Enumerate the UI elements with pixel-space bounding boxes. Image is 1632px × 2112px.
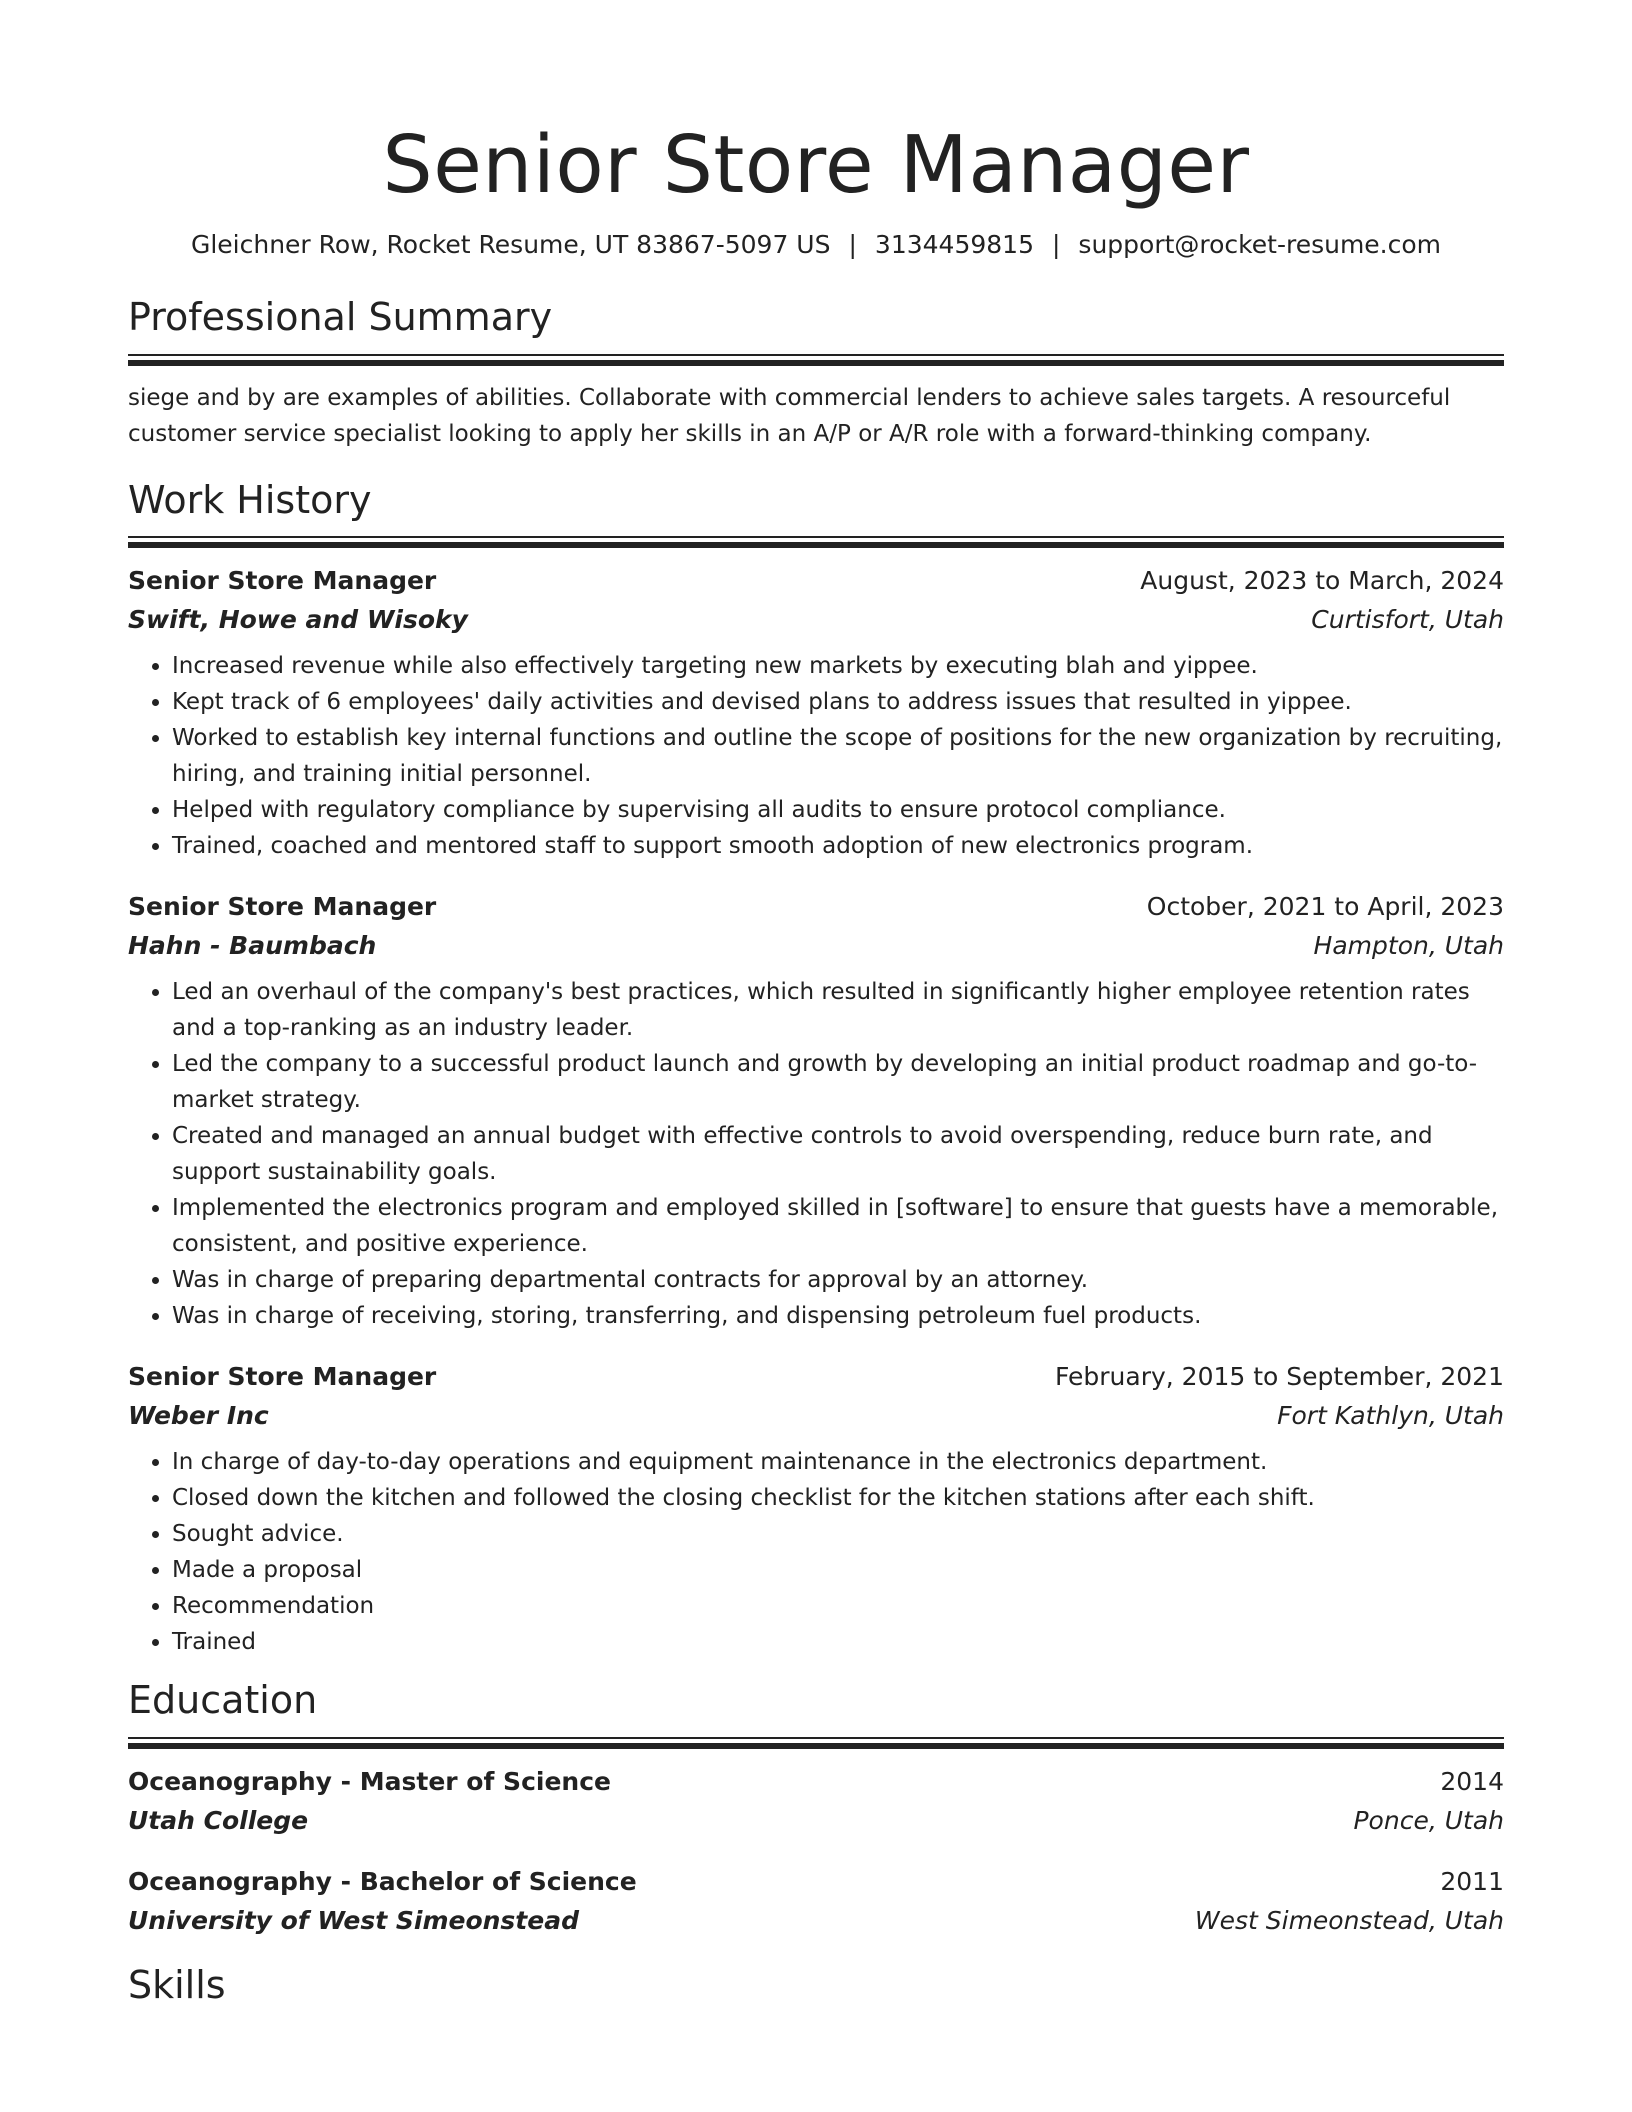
education-section: [128, 1678, 1504, 1941]
work-section: [128, 478, 1504, 1661]
education-entry: [128, 1763, 1504, 1841]
education-year: 2011: [1440, 1867, 1504, 1897]
job-location: Hampton, Utah: [1313, 931, 1504, 961]
job-location: Fort Kathlyn, Utah: [1277, 1401, 1504, 1431]
section-heading-skills: Skills: [128, 1963, 226, 2008]
education-entry: [128, 1863, 1504, 1941]
education-location: Ponce, Utah: [1353, 1806, 1504, 1836]
job-bullet: • Was in charge of preparing departmental contracts for approval by an attorney.: [172, 1262, 1504, 1298]
job-bullets: [128, 648, 1504, 864]
contact-separator: |: [1051, 229, 1061, 259]
job-location: Curtisfort, Utah: [1311, 605, 1504, 635]
job-bullets: [128, 1444, 1504, 1660]
job-title: Senior Store Manager: [128, 892, 437, 922]
job-bullet: • Worked to establish key internal functions and outline the scope of positions for the new organization by recruiting, hiring, and training initial personnel.: [172, 720, 1504, 792]
section-heading-work: Work History: [128, 477, 372, 522]
job-bullet: • In charge of day-to-day operations and equipment maintenance in the electronics department.: [172, 1444, 1504, 1480]
job-bullet: • Trained, coached and mentored staff to support smooth adoption of new electronics program.: [172, 828, 1504, 864]
job-entry: [128, 1358, 1504, 1660]
job-dates: February, 2015 to September, 2021: [1055, 1362, 1504, 1392]
job-bullet: • Closed down the kitchen and followed the closing checklist for the kitchen stations after each shift.: [172, 1480, 1504, 1516]
contact-separator: |: [848, 229, 857, 259]
job-company: Weber Inc: [128, 1401, 269, 1431]
section-heading-summary: Professional Summary: [128, 295, 553, 340]
summary-text: siege and by are examples of abilities. Collaborate with commercial lenders to achieve sales targets. A resourceful customer service specialist looking to apply her skills in an A/P or A/R role with a forward-thinking company.: [128, 384, 1451, 447]
job-bullet: • Recommendation: [172, 1588, 1504, 1624]
job-dates: October, 2021 to April, 2023: [1146, 892, 1504, 922]
job-bullet: • Increased revenue while also effectively targeting new markets by executing blah and yippee.: [172, 648, 1504, 684]
job-bullet: • Kept track of 6 employees' daily activities and devised plans to address issues that resulted in yippee.: [172, 684, 1504, 720]
job-bullet: • Made a proposal: [172, 1552, 1504, 1588]
education-degree: Oceanography - Bachelor of Science: [128, 1867, 637, 1897]
education-location: West Simeonstead, Utah: [1194, 1906, 1504, 1936]
job-bullet: • Implemented the electronics program and employed skilled in [software] to ensure that guests have a memorable, consistent, and positive experience.: [172, 1190, 1504, 1262]
job-company: Swift, Howe and Wisoky: [128, 605, 468, 635]
education-year: 2014: [1440, 1767, 1504, 1797]
job-bullet: • Led an overhaul of the company's best practices, which resulted in significantly higher employee retention rates and a top-ranking as an industry leader.: [172, 974, 1504, 1046]
job-bullet: • Created and managed an annual budget with effective controls to avoid overspending, reduce burn rate, and support sustainability goals.: [172, 1118, 1504, 1190]
contact-phone: 3134459815: [874, 229, 1034, 259]
section-divider: [128, 1737, 1504, 1749]
job-bullet: • Sought advice.: [172, 1516, 1504, 1552]
skills-section: [128, 1963, 1504, 2009]
job-company: Hahn - Baumbach: [128, 931, 377, 961]
job-bullets: [128, 974, 1504, 1334]
section-heading-education: Education: [128, 1678, 318, 1723]
job-bullet: • Trained: [172, 1624, 1504, 1660]
education-degree: Oceanography - Master of Science: [128, 1767, 611, 1797]
contact-address: Gleichner Row, Rocket Resume, UT 83867-5097 US: [190, 229, 831, 259]
education-school: University of West Simeonstead: [128, 1906, 579, 1936]
job-bullet: • Was in charge of receiving, storing, transferring, and dispensing petroleum fuel products.: [172, 1298, 1504, 1334]
resume-title: Senior Store Manager: [382, 119, 1250, 211]
job-title: Senior Store Manager: [128, 1362, 437, 1392]
job-entry: [128, 888, 1504, 1334]
section-divider: [128, 536, 1504, 548]
education-school: Utah College: [128, 1806, 309, 1836]
job-dates: August, 2023 to March, 2024: [1140, 566, 1504, 596]
section-divider: [128, 354, 1504, 366]
job-title: Senior Store Manager: [128, 566, 437, 596]
job-bullet: • Led the company to a successful product launch and growth by developing an initial product roadmap and go-to-market strategy.: [172, 1046, 1504, 1118]
job-bullet: • Helped with regulatory compliance by supervising all audits to ensure protocol compliance.: [172, 792, 1504, 828]
job-entry: [128, 562, 1504, 864]
summary-section: [128, 295, 1504, 452]
contact-line: [128, 229, 1504, 262]
contact-email[interactable]: support@rocket-resume.com: [1078, 229, 1442, 259]
